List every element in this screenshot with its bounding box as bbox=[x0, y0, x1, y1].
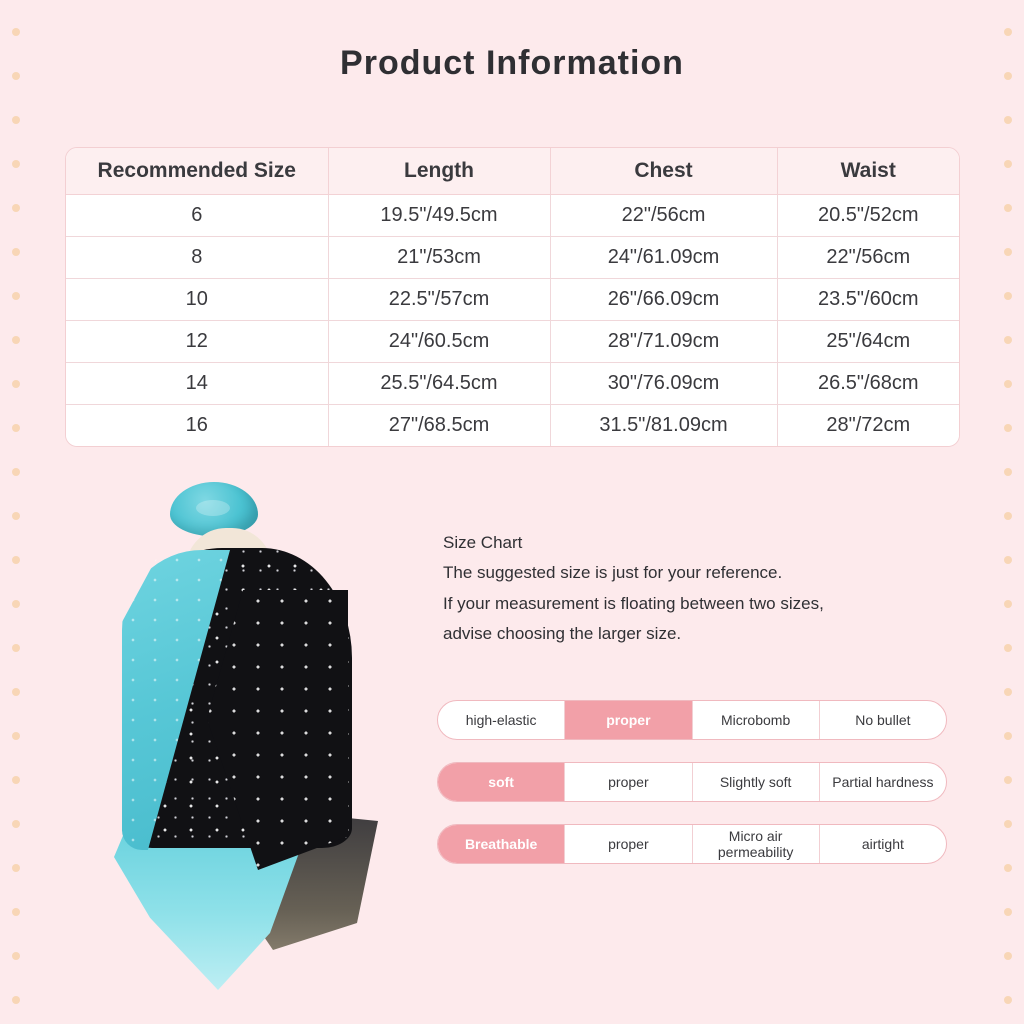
decorative-dot bbox=[12, 952, 20, 960]
decorative-dot bbox=[12, 556, 20, 564]
cell-chest: 24"/61.09cm bbox=[550, 237, 777, 279]
table-header-row bbox=[66, 148, 959, 195]
breathability-option-airtight[interactable]: airtight bbox=[861, 835, 904, 852]
breathability-scale bbox=[437, 824, 947, 864]
decorative-dot bbox=[1004, 688, 1012, 696]
decorative-dot bbox=[1004, 908, 1012, 916]
cell-waist: 20.5"/52cm bbox=[777, 195, 959, 237]
decorative-dot bbox=[12, 204, 20, 212]
decorative-dot bbox=[1004, 600, 1012, 608]
size-table bbox=[66, 148, 959, 446]
decorative-dot bbox=[1004, 424, 1012, 432]
decorative-dot-column-left bbox=[8, 0, 24, 1024]
cell-size: 12 bbox=[66, 321, 328, 363]
softness-option-soft[interactable]: soft bbox=[438, 763, 565, 801]
decorative-dot bbox=[12, 864, 20, 872]
elasticity-option-no-bullet[interactable]: No bullet bbox=[855, 711, 911, 728]
decorative-dot bbox=[12, 116, 20, 124]
table-row bbox=[66, 195, 959, 237]
decorative-dot bbox=[1004, 468, 1012, 476]
decorative-dot bbox=[1004, 380, 1012, 388]
decorative-dot bbox=[12, 820, 20, 828]
table-row bbox=[66, 237, 959, 279]
decorative-dot-column-right bbox=[1000, 0, 1016, 1024]
table-row bbox=[66, 279, 959, 321]
decorative-dot bbox=[1004, 512, 1012, 520]
cell-chest: 30"/76.09cm bbox=[550, 363, 777, 405]
elasticity-option-high-elastic[interactable]: high-elastic bbox=[438, 701, 565, 739]
decorative-dot bbox=[12, 776, 20, 784]
cell-length: 22.5"/57cm bbox=[328, 279, 550, 321]
elasticity-option-microbomb[interactable]: Microbomb bbox=[693, 701, 820, 739]
table-row bbox=[66, 363, 959, 405]
page-title: Product Information bbox=[340, 44, 684, 82]
cell-length: 19.5"/49.5cm bbox=[328, 195, 550, 237]
cell-size: 16 bbox=[66, 405, 328, 447]
cell-waist: 26.5"/68cm bbox=[777, 363, 959, 405]
decorative-dot bbox=[12, 600, 20, 608]
column-header-recommended-size: Recommended Size bbox=[66, 148, 328, 195]
decorative-dot bbox=[1004, 644, 1012, 652]
cell-chest: 28"/71.09cm bbox=[550, 321, 777, 363]
decorative-dot bbox=[12, 160, 20, 168]
cell-chest: 31.5"/81.09cm bbox=[550, 405, 777, 447]
breathability-option-proper[interactable]: proper bbox=[565, 825, 692, 863]
softness-option-slightly-soft[interactable]: Slightly soft bbox=[693, 763, 820, 801]
cell-waist: 25"/64cm bbox=[777, 321, 959, 363]
decorative-dot bbox=[12, 512, 20, 520]
decorative-dot bbox=[12, 292, 20, 300]
decorative-dot bbox=[12, 424, 20, 432]
softness-option-partial-hardness[interactable]: Partial hardness bbox=[832, 773, 934, 790]
decorative-dot bbox=[1004, 204, 1012, 212]
decorative-dot bbox=[12, 996, 20, 1004]
decorative-dot bbox=[1004, 952, 1012, 960]
decorative-dot bbox=[1004, 776, 1012, 784]
decorative-dot bbox=[1004, 28, 1012, 36]
decorative-dot bbox=[1004, 732, 1012, 740]
breathability-option-breathable[interactable]: Breathable bbox=[438, 825, 565, 863]
decorative-dot bbox=[12, 644, 20, 652]
size-chart-note-line-3: If your measurement is floating between two sizes, bbox=[443, 593, 824, 613]
elasticity-scale bbox=[437, 700, 947, 740]
decorative-dot bbox=[1004, 996, 1012, 1004]
size-chart-note-line-4: advise choosing the larger size. bbox=[443, 623, 682, 643]
decorative-dot bbox=[12, 468, 20, 476]
size-chart-note-heading: Size Chart bbox=[443, 533, 523, 552]
decorative-dot bbox=[1004, 160, 1012, 168]
decorative-dot bbox=[12, 248, 20, 256]
decorative-dot bbox=[1004, 248, 1012, 256]
column-header-chest: Chest bbox=[550, 148, 777, 195]
decorative-dot bbox=[12, 688, 20, 696]
cell-size: 6 bbox=[66, 195, 328, 237]
softness-scale bbox=[437, 762, 947, 802]
decorative-dot bbox=[1004, 336, 1012, 344]
decorative-dot bbox=[12, 336, 20, 344]
column-header-length: Length bbox=[328, 148, 550, 195]
cell-size: 10 bbox=[66, 279, 328, 321]
size-chart-note-line-2: The suggested size is just for your reference. bbox=[443, 563, 783, 583]
cell-waist: 22"/56cm bbox=[777, 237, 959, 279]
cell-length: 21"/53cm bbox=[328, 237, 550, 279]
cell-chest: 22"/56cm bbox=[550, 195, 777, 237]
decorative-dot bbox=[1004, 116, 1012, 124]
decorative-dot bbox=[1004, 820, 1012, 828]
cell-length: 27"/68.5cm bbox=[328, 405, 550, 447]
cell-size: 14 bbox=[66, 363, 328, 405]
cell-waist: 23.5"/60cm bbox=[777, 279, 959, 321]
table-row bbox=[66, 405, 959, 447]
product-image bbox=[78, 470, 408, 970]
decorative-dot bbox=[1004, 292, 1012, 300]
size-chart-note bbox=[443, 528, 963, 649]
cell-chest: 26"/66.09cm bbox=[550, 279, 777, 321]
cell-length: 25.5"/64.5cm bbox=[328, 363, 550, 405]
decorative-dot bbox=[1004, 556, 1012, 564]
cell-size: 8 bbox=[66, 237, 328, 279]
property-scales bbox=[437, 700, 947, 886]
cell-length: 24"/60.5cm bbox=[328, 321, 550, 363]
decorative-dot bbox=[12, 908, 20, 916]
decorative-dot bbox=[12, 732, 20, 740]
table-row bbox=[66, 321, 959, 363]
decorative-dot bbox=[12, 28, 20, 36]
breathability-option-micro-air-permeability[interactable]: Micro air permeability bbox=[693, 825, 820, 863]
decorative-dot bbox=[1004, 864, 1012, 872]
column-header-waist: Waist bbox=[777, 148, 959, 195]
softness-option-proper[interactable]: proper bbox=[565, 763, 692, 801]
decorative-dot bbox=[12, 380, 20, 388]
size-table-container bbox=[65, 147, 960, 447]
cell-waist: 28"/72cm bbox=[777, 405, 959, 447]
hair-scrunchie bbox=[170, 482, 258, 536]
elasticity-option-proper[interactable]: proper bbox=[565, 701, 692, 739]
